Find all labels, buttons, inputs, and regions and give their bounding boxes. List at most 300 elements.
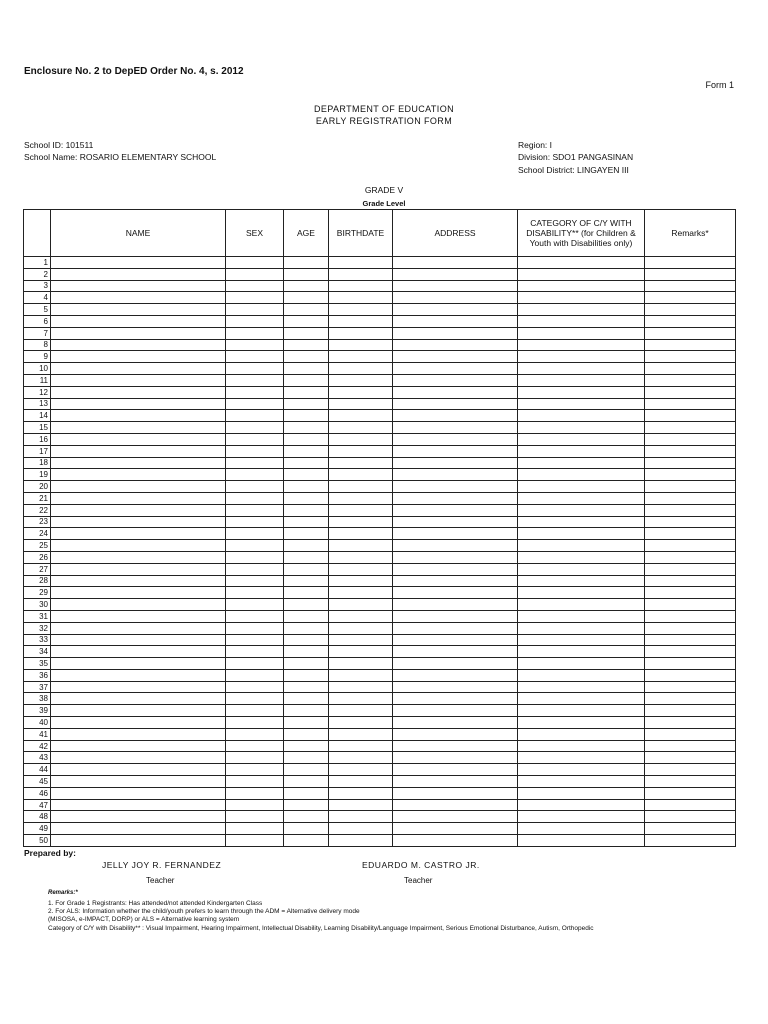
cell-age[interactable] (284, 563, 329, 575)
cell-sex[interactable] (226, 528, 284, 540)
cell-remarks[interactable] (645, 504, 736, 516)
cell-sex[interactable] (226, 540, 284, 552)
cell-disability-category[interactable] (518, 327, 645, 339)
cell-disability-category[interactable] (518, 551, 645, 563)
cell-name[interactable] (51, 386, 226, 398)
cell-remarks[interactable] (645, 374, 736, 386)
cell-sex[interactable] (226, 315, 284, 327)
cell-remarks[interactable] (645, 563, 736, 575)
cell-name[interactable] (51, 740, 226, 752)
cell-remarks[interactable] (645, 398, 736, 410)
cell-age[interactable] (284, 504, 329, 516)
cell-name[interactable] (51, 634, 226, 646)
cell-disability-category[interactable] (518, 622, 645, 634)
cell-address[interactable] (393, 433, 518, 445)
cell-age[interactable] (284, 292, 329, 304)
cell-age[interactable] (284, 823, 329, 835)
cell-birthdate[interactable] (329, 528, 393, 540)
cell-address[interactable] (393, 540, 518, 552)
cell-name[interactable] (51, 764, 226, 776)
cell-age[interactable] (284, 528, 329, 540)
cell-address[interactable] (393, 669, 518, 681)
cell-sex[interactable] (226, 492, 284, 504)
cell-sex[interactable] (226, 339, 284, 351)
cell-address[interactable] (393, 622, 518, 634)
cell-age[interactable] (284, 681, 329, 693)
cell-disability-category[interactable] (518, 410, 645, 422)
cell-birthdate[interactable] (329, 610, 393, 622)
cell-disability-category[interactable] (518, 610, 645, 622)
cell-address[interactable] (393, 681, 518, 693)
cell-address[interactable] (393, 457, 518, 469)
cell-sex[interactable] (226, 752, 284, 764)
cell-age[interactable] (284, 717, 329, 729)
cell-age[interactable] (284, 705, 329, 717)
cell-sex[interactable] (226, 516, 284, 528)
cell-age[interactable] (284, 410, 329, 422)
cell-age[interactable] (284, 540, 329, 552)
cell-sex[interactable] (226, 658, 284, 670)
cell-birthdate[interactable] (329, 752, 393, 764)
cell-age[interactable] (284, 457, 329, 469)
cell-sex[interactable] (226, 776, 284, 788)
cell-birthdate[interactable] (329, 835, 393, 847)
cell-disability-category[interactable] (518, 740, 645, 752)
cell-age[interactable] (284, 740, 329, 752)
cell-age[interactable] (284, 339, 329, 351)
cell-disability-category[interactable] (518, 492, 645, 504)
cell-address[interactable] (393, 811, 518, 823)
cell-sex[interactable] (226, 551, 284, 563)
cell-remarks[interactable] (645, 492, 736, 504)
cell-disability-category[interactable] (518, 634, 645, 646)
cell-birthdate[interactable] (329, 304, 393, 316)
cell-address[interactable] (393, 280, 518, 292)
cell-address[interactable] (393, 445, 518, 457)
cell-birthdate[interactable] (329, 728, 393, 740)
cell-address[interactable] (393, 787, 518, 799)
cell-remarks[interactable] (645, 551, 736, 563)
cell-remarks[interactable] (645, 705, 736, 717)
cell-remarks[interactable] (645, 575, 736, 587)
cell-name[interactable] (51, 540, 226, 552)
cell-age[interactable] (284, 280, 329, 292)
cell-name[interactable] (51, 622, 226, 634)
cell-age[interactable] (284, 257, 329, 269)
cell-address[interactable] (393, 339, 518, 351)
cell-sex[interactable] (226, 705, 284, 717)
cell-birthdate[interactable] (329, 764, 393, 776)
cell-address[interactable] (393, 315, 518, 327)
cell-age[interactable] (284, 764, 329, 776)
cell-sex[interactable] (226, 280, 284, 292)
cell-disability-category[interactable] (518, 787, 645, 799)
cell-address[interactable] (393, 351, 518, 363)
cell-address[interactable] (393, 528, 518, 540)
cell-birthdate[interactable] (329, 787, 393, 799)
cell-name[interactable] (51, 717, 226, 729)
cell-age[interactable] (284, 799, 329, 811)
cell-disability-category[interactable] (518, 528, 645, 540)
cell-disability-category[interactable] (518, 752, 645, 764)
cell-disability-category[interactable] (518, 422, 645, 434)
cell-age[interactable] (284, 516, 329, 528)
cell-disability-category[interactable] (518, 457, 645, 469)
cell-sex[interactable] (226, 764, 284, 776)
cell-remarks[interactable] (645, 445, 736, 457)
cell-name[interactable] (51, 433, 226, 445)
cell-name[interactable] (51, 304, 226, 316)
cell-age[interactable] (284, 422, 329, 434)
cell-sex[interactable] (226, 599, 284, 611)
cell-address[interactable] (393, 752, 518, 764)
cell-remarks[interactable] (645, 658, 736, 670)
cell-disability-category[interactable] (518, 257, 645, 269)
cell-disability-category[interactable] (518, 363, 645, 375)
cell-remarks[interactable] (645, 422, 736, 434)
cell-disability-category[interactable] (518, 681, 645, 693)
cell-address[interactable] (393, 422, 518, 434)
cell-age[interactable] (284, 728, 329, 740)
cell-disability-category[interactable] (518, 304, 645, 316)
cell-remarks[interactable] (645, 787, 736, 799)
cell-name[interactable] (51, 599, 226, 611)
cell-disability-category[interactable] (518, 351, 645, 363)
cell-age[interactable] (284, 669, 329, 681)
cell-birthdate[interactable] (329, 504, 393, 516)
cell-birthdate[interactable] (329, 776, 393, 788)
cell-sex[interactable] (226, 469, 284, 481)
cell-disability-category[interactable] (518, 445, 645, 457)
cell-sex[interactable] (226, 445, 284, 457)
cell-birthdate[interactable] (329, 457, 393, 469)
cell-sex[interactable] (226, 669, 284, 681)
cell-disability-category[interactable] (518, 646, 645, 658)
cell-address[interactable] (393, 504, 518, 516)
cell-remarks[interactable] (645, 363, 736, 375)
cell-sex[interactable] (226, 799, 284, 811)
cell-disability-category[interactable] (518, 540, 645, 552)
cell-name[interactable] (51, 787, 226, 799)
cell-name[interactable] (51, 363, 226, 375)
cell-birthdate[interactable] (329, 658, 393, 670)
cell-birthdate[interactable] (329, 622, 393, 634)
cell-sex[interactable] (226, 728, 284, 740)
cell-age[interactable] (284, 811, 329, 823)
cell-birthdate[interactable] (329, 280, 393, 292)
cell-address[interactable] (393, 516, 518, 528)
cell-birthdate[interactable] (329, 823, 393, 835)
cell-disability-category[interactable] (518, 268, 645, 280)
cell-address[interactable] (393, 304, 518, 316)
cell-sex[interactable] (226, 422, 284, 434)
cell-remarks[interactable] (645, 327, 736, 339)
cell-remarks[interactable] (645, 540, 736, 552)
cell-birthdate[interactable] (329, 551, 393, 563)
cell-remarks[interactable] (645, 481, 736, 493)
cell-sex[interactable] (226, 587, 284, 599)
cell-birthdate[interactable] (329, 646, 393, 658)
cell-birthdate[interactable] (329, 492, 393, 504)
cell-birthdate[interactable] (329, 386, 393, 398)
cell-birthdate[interactable] (329, 422, 393, 434)
cell-age[interactable] (284, 835, 329, 847)
cell-birthdate[interactable] (329, 540, 393, 552)
cell-sex[interactable] (226, 410, 284, 422)
cell-address[interactable] (393, 398, 518, 410)
cell-address[interactable] (393, 481, 518, 493)
cell-remarks[interactable] (645, 351, 736, 363)
cell-remarks[interactable] (645, 599, 736, 611)
cell-disability-category[interactable] (518, 717, 645, 729)
cell-sex[interactable] (226, 681, 284, 693)
cell-address[interactable] (393, 410, 518, 422)
cell-disability-category[interactable] (518, 599, 645, 611)
cell-sex[interactable] (226, 823, 284, 835)
cell-sex[interactable] (226, 811, 284, 823)
cell-age[interactable] (284, 268, 329, 280)
cell-name[interactable] (51, 776, 226, 788)
cell-address[interactable] (393, 551, 518, 563)
cell-age[interactable] (284, 386, 329, 398)
cell-sex[interactable] (226, 504, 284, 516)
cell-name[interactable] (51, 575, 226, 587)
cell-name[interactable] (51, 587, 226, 599)
cell-name[interactable] (51, 658, 226, 670)
cell-address[interactable] (393, 658, 518, 670)
cell-name[interactable] (51, 257, 226, 269)
cell-address[interactable] (393, 764, 518, 776)
cell-remarks[interactable] (645, 835, 736, 847)
cell-name[interactable] (51, 469, 226, 481)
cell-age[interactable] (284, 469, 329, 481)
cell-disability-category[interactable] (518, 292, 645, 304)
cell-remarks[interactable] (645, 315, 736, 327)
cell-name[interactable] (51, 551, 226, 563)
cell-remarks[interactable] (645, 681, 736, 693)
cell-disability-category[interactable] (518, 280, 645, 292)
cell-address[interactable] (393, 728, 518, 740)
cell-sex[interactable] (226, 575, 284, 587)
cell-remarks[interactable] (645, 799, 736, 811)
cell-remarks[interactable] (645, 634, 736, 646)
cell-birthdate[interactable] (329, 327, 393, 339)
cell-age[interactable] (284, 610, 329, 622)
cell-age[interactable] (284, 445, 329, 457)
cell-address[interactable] (393, 634, 518, 646)
cell-birthdate[interactable] (329, 374, 393, 386)
cell-birthdate[interactable] (329, 740, 393, 752)
cell-sex[interactable] (226, 610, 284, 622)
cell-address[interactable] (393, 327, 518, 339)
cell-disability-category[interactable] (518, 315, 645, 327)
cell-disability-category[interactable] (518, 764, 645, 776)
cell-address[interactable] (393, 575, 518, 587)
cell-name[interactable] (51, 705, 226, 717)
cell-name[interactable] (51, 799, 226, 811)
cell-name[interactable] (51, 398, 226, 410)
cell-sex[interactable] (226, 634, 284, 646)
cell-disability-category[interactable] (518, 587, 645, 599)
cell-sex[interactable] (226, 257, 284, 269)
cell-address[interactable] (393, 835, 518, 847)
cell-sex[interactable] (226, 693, 284, 705)
cell-name[interactable] (51, 516, 226, 528)
cell-remarks[interactable] (645, 587, 736, 599)
cell-age[interactable] (284, 315, 329, 327)
cell-birthdate[interactable] (329, 410, 393, 422)
cell-name[interactable] (51, 823, 226, 835)
cell-birthdate[interactable] (329, 634, 393, 646)
cell-remarks[interactable] (645, 528, 736, 540)
cell-address[interactable] (393, 823, 518, 835)
cell-remarks[interactable] (645, 457, 736, 469)
cell-disability-category[interactable] (518, 339, 645, 351)
cell-birthdate[interactable] (329, 669, 393, 681)
cell-age[interactable] (284, 374, 329, 386)
cell-remarks[interactable] (645, 823, 736, 835)
cell-sex[interactable] (226, 327, 284, 339)
cell-remarks[interactable] (645, 740, 736, 752)
cell-age[interactable] (284, 646, 329, 658)
cell-sex[interactable] (226, 268, 284, 280)
cell-birthdate[interactable] (329, 799, 393, 811)
cell-disability-category[interactable] (518, 823, 645, 835)
cell-birthdate[interactable] (329, 268, 393, 280)
cell-birthdate[interactable] (329, 398, 393, 410)
cell-address[interactable] (393, 599, 518, 611)
cell-birthdate[interactable] (329, 681, 393, 693)
cell-sex[interactable] (226, 292, 284, 304)
cell-sex[interactable] (226, 622, 284, 634)
cell-address[interactable] (393, 587, 518, 599)
cell-age[interactable] (284, 787, 329, 799)
cell-address[interactable] (393, 646, 518, 658)
cell-disability-category[interactable] (518, 728, 645, 740)
cell-age[interactable] (284, 351, 329, 363)
cell-remarks[interactable] (645, 410, 736, 422)
cell-birthdate[interactable] (329, 705, 393, 717)
cell-sex[interactable] (226, 646, 284, 658)
cell-name[interactable] (51, 339, 226, 351)
cell-disability-category[interactable] (518, 563, 645, 575)
cell-disability-category[interactable] (518, 776, 645, 788)
cell-disability-category[interactable] (518, 575, 645, 587)
cell-remarks[interactable] (645, 610, 736, 622)
cell-address[interactable] (393, 717, 518, 729)
cell-age[interactable] (284, 575, 329, 587)
cell-remarks[interactable] (645, 622, 736, 634)
cell-disability-category[interactable] (518, 705, 645, 717)
cell-birthdate[interactable] (329, 351, 393, 363)
cell-age[interactable] (284, 634, 329, 646)
cell-name[interactable] (51, 481, 226, 493)
cell-remarks[interactable] (645, 752, 736, 764)
cell-remarks[interactable] (645, 669, 736, 681)
cell-disability-category[interactable] (518, 669, 645, 681)
cell-remarks[interactable] (645, 268, 736, 280)
cell-address[interactable] (393, 740, 518, 752)
cell-address[interactable] (393, 563, 518, 575)
cell-remarks[interactable] (645, 776, 736, 788)
cell-age[interactable] (284, 551, 329, 563)
cell-remarks[interactable] (645, 339, 736, 351)
cell-birthdate[interactable] (329, 445, 393, 457)
cell-remarks[interactable] (645, 764, 736, 776)
cell-disability-category[interactable] (518, 658, 645, 670)
cell-birthdate[interactable] (329, 717, 393, 729)
cell-sex[interactable] (226, 374, 284, 386)
cell-name[interactable] (51, 457, 226, 469)
cell-disability-category[interactable] (518, 693, 645, 705)
cell-name[interactable] (51, 693, 226, 705)
cell-disability-category[interactable] (518, 835, 645, 847)
cell-sex[interactable] (226, 787, 284, 799)
cell-address[interactable] (393, 374, 518, 386)
cell-name[interactable] (51, 492, 226, 504)
cell-remarks[interactable] (645, 257, 736, 269)
cell-address[interactable] (393, 776, 518, 788)
cell-birthdate[interactable] (329, 433, 393, 445)
cell-age[interactable] (284, 363, 329, 375)
cell-birthdate[interactable] (329, 587, 393, 599)
cell-disability-category[interactable] (518, 799, 645, 811)
cell-name[interactable] (51, 445, 226, 457)
cell-name[interactable] (51, 315, 226, 327)
cell-age[interactable] (284, 304, 329, 316)
cell-sex[interactable] (226, 835, 284, 847)
cell-remarks[interactable] (645, 280, 736, 292)
cell-name[interactable] (51, 752, 226, 764)
cell-remarks[interactable] (645, 811, 736, 823)
cell-name[interactable] (51, 351, 226, 363)
cell-remarks[interactable] (645, 469, 736, 481)
cell-address[interactable] (393, 469, 518, 481)
cell-remarks[interactable] (645, 433, 736, 445)
cell-birthdate[interactable] (329, 575, 393, 587)
cell-name[interactable] (51, 268, 226, 280)
cell-name[interactable] (51, 728, 226, 740)
cell-age[interactable] (284, 587, 329, 599)
cell-address[interactable] (393, 705, 518, 717)
cell-disability-category[interactable] (518, 433, 645, 445)
cell-disability-category[interactable] (518, 386, 645, 398)
cell-age[interactable] (284, 658, 329, 670)
cell-name[interactable] (51, 327, 226, 339)
cell-disability-category[interactable] (518, 469, 645, 481)
cell-age[interactable] (284, 433, 329, 445)
cell-birthdate[interactable] (329, 469, 393, 481)
cell-birthdate[interactable] (329, 693, 393, 705)
cell-address[interactable] (393, 363, 518, 375)
cell-sex[interactable] (226, 717, 284, 729)
cell-address[interactable] (393, 693, 518, 705)
cell-birthdate[interactable] (329, 315, 393, 327)
cell-name[interactable] (51, 646, 226, 658)
cell-name[interactable] (51, 422, 226, 434)
cell-disability-category[interactable] (518, 516, 645, 528)
cell-disability-category[interactable] (518, 374, 645, 386)
cell-sex[interactable] (226, 386, 284, 398)
cell-age[interactable] (284, 327, 329, 339)
cell-sex[interactable] (226, 481, 284, 493)
cell-name[interactable] (51, 280, 226, 292)
cell-sex[interactable] (226, 304, 284, 316)
cell-birthdate[interactable] (329, 599, 393, 611)
cell-sex[interactable] (226, 433, 284, 445)
cell-remarks[interactable] (645, 292, 736, 304)
cell-remarks[interactable] (645, 646, 736, 658)
